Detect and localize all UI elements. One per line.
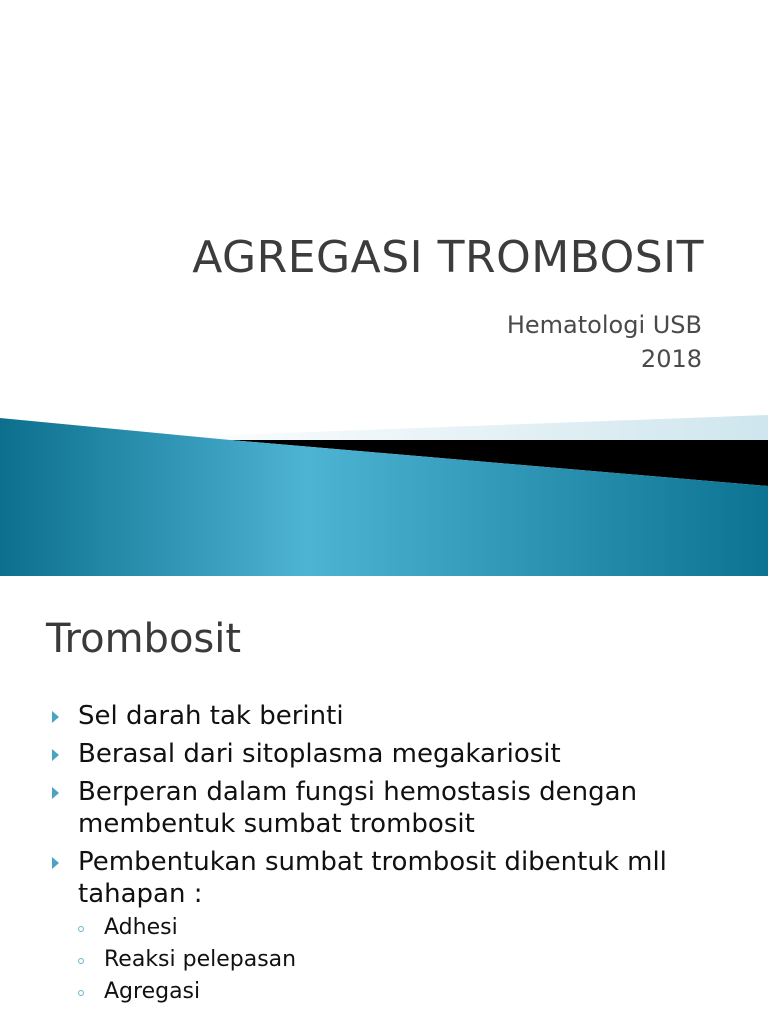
sub-list-item: Agregasi	[78, 976, 752, 1008]
content-slide	[0, 576, 768, 1024]
sub-list-item: Adhesi	[78, 912, 752, 944]
circle-bullet-icon	[78, 926, 84, 932]
bullet-list	[52, 700, 752, 1014]
sub-list-item: Reaksi pelepasan	[78, 944, 752, 976]
circle-bullet-icon	[78, 990, 84, 996]
triangle-bullet-icon	[52, 749, 59, 761]
sub-bullet-list	[78, 912, 752, 1008]
list-item: Pembentukan sumbat trombosit dibentuk mll tahapan : Adhesi Reaksi pelepasan Agregasi	[52, 846, 752, 1008]
slide-heading: Trombosit	[46, 616, 242, 662]
slide-title: AGREGASI TROMBOSIT	[192, 232, 704, 283]
triangle-bullet-icon	[52, 787, 59, 799]
subtitle-line: Hematologi USB	[506, 311, 702, 339]
slide-subtitle	[507, 308, 702, 376]
list-item: Sel darah tak berinti	[52, 700, 752, 732]
circle-bullet-icon	[78, 958, 84, 964]
triangle-bullet-icon	[52, 857, 59, 869]
triangle-bullet-icon	[52, 711, 59, 723]
list-item: Berperan dalam fungsi hemostasis dengan membentuk sumbat trombosit	[52, 776, 752, 840]
list-item: Berasal dari sitoplasma megakariosit	[52, 738, 752, 770]
subtitle-line: 2018	[640, 345, 702, 373]
